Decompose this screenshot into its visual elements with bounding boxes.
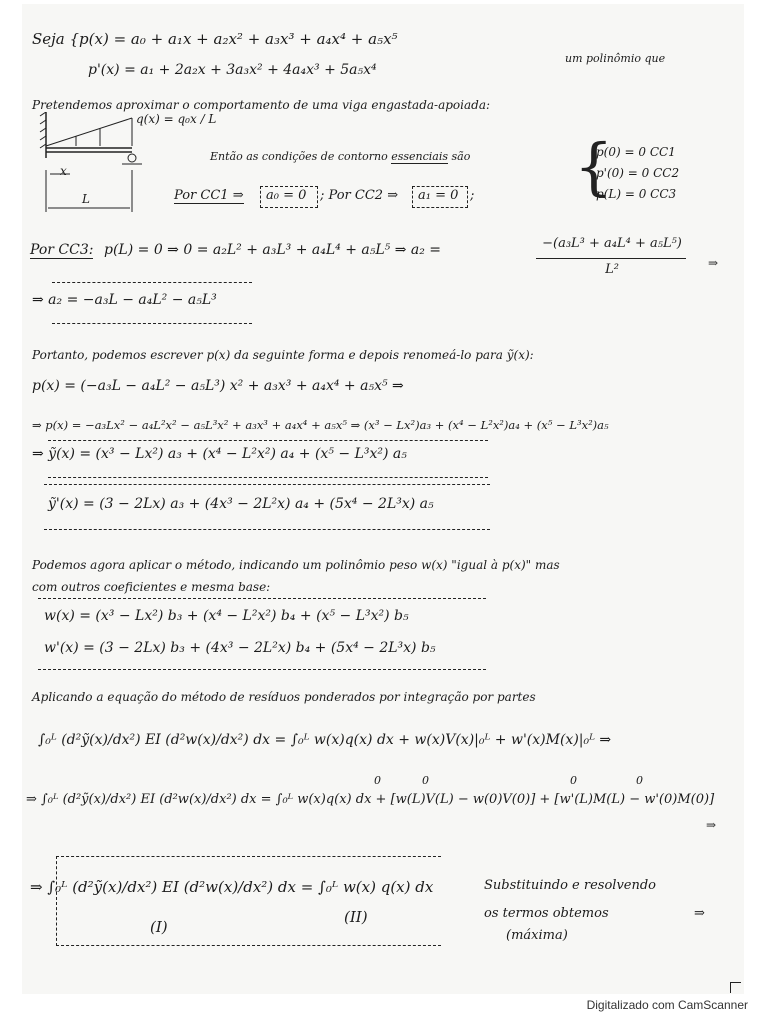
y-approx: ⇒ ỹ(x) = (x³ − Lx²) a₃ + (x⁴ − L²x²) a₄ + (x⁵ − L³x²) a₅ (32, 446, 407, 462)
length-label: L (82, 192, 90, 206)
integral-equation-2: ⇒ ∫₀ᴸ (d²ỹ(x)/dx²) EI (d²w(x)/dx²) dx = ∫₀ᴸ w(x)q(x) dx + [w(L)V(L) − w(0)V(0)] + [w'(L)M(L) − w'(0)M(0)] (26, 792, 715, 807)
a1-result: a₁ = 0 (418, 188, 459, 203)
px-expression-1: p(x) = (−a₃L − a₄L² − a₅L³) x² + a₃x³ + a₄x⁴ + a₅x⁵ ⇒ (32, 378, 404, 394)
cc3-condition: p(L) = 0 CC3 (596, 187, 677, 201)
y-derivative: ỹ'(x) = (3 − 2Lx) a₃ + (4x³ − 2L²x) a₄ + (5x⁴ − 2L³x) a₅ (48, 496, 434, 512)
scanner-footer: Digitalizado com CamScanner (586, 998, 748, 1012)
zero-mark-1: 0 (374, 774, 381, 787)
semicolon: ; (470, 188, 475, 203)
zero-mark-4: 0 (636, 774, 643, 787)
por-cc1-label: Por CC1 ⇒ (174, 188, 244, 203)
a2-result: ⇒ a₂ = −a₃L − a₄L² − a₅L³ (32, 292, 217, 308)
a2-denominator: L² (605, 262, 619, 277)
cc3-equation: p(L) = 0 ⇒ 0 = a₂L² + a₃L³ + a₄L⁴ + a₅L⁵ ⇒ a₂ = (104, 242, 442, 258)
implies-arrow-3: ⇒ (694, 906, 705, 921)
implies-arrow: ⇒ (708, 256, 719, 270)
portanto-text: Portanto, podemos escrever p(x) da seguinte forma e depois renomeá-lo para ỹ(x): (32, 348, 534, 362)
substituindo-text-1: Substituindo e resolvendo (484, 878, 657, 893)
poly-definition-suffix: um polinômio que (565, 52, 666, 65)
load-label: q(x) = q₀x / L (136, 112, 217, 126)
term-I-label: (I) (150, 918, 168, 936)
page-corner-mark (730, 982, 741, 993)
cc1-condition: p(0) = 0 CC1 (596, 145, 676, 159)
a0-result: a₀ = 0 (266, 188, 307, 203)
poly-definition: Seja {p(x) = a₀ + a₁x + a₂x² + a₃x³ + a₄x⁴ + a₅x⁵ (32, 30, 398, 48)
w-derivative: w'(x) = (3 − 2Lx) b₃ + (4x³ − 2L²x) b₄ + (5x⁴ − 2L³x) b₅ (44, 640, 436, 656)
integral-equation-1: ∫₀ᴸ (d²ỹ(x)/dx²) EI (d²w(x)/dx²) dx = ∫₀ᴸ w(x)q(x) dx + w(x)V(x)|₀ᴸ + w'(x)M(x)|₀ᴸ ⇒ (38, 732, 612, 748)
zero-mark-3: 0 (570, 774, 577, 787)
podemos-text-2: com outros coeficientes e mesma base: (32, 580, 271, 594)
x-label: x (60, 164, 67, 178)
poly-derivative: p'(x) = a₁ + 2a₂x + 3a₃x² + 4a₄x³ + 5a₅x⁴ (88, 62, 377, 78)
aplicando-text: Aplicando a equação do método de resíduos ponderados por integração por partes (32, 690, 536, 704)
por-cc2-label: ; Por CC2 ⇒ (320, 188, 399, 203)
conditions-intro: Então as condições de contorno essenciais são (210, 150, 471, 163)
implies-arrow-2: ⇒ (706, 818, 717, 832)
zero-mark-2: 0 (422, 774, 429, 787)
fraction-bar (536, 258, 686, 259)
por-cc3-label: Por CC3: (30, 242, 94, 258)
w-function: w(x) = (x³ − Lx²) b₃ + (x⁴ − L²x²) b₄ + (x⁵ − L³x²) b₅ (44, 608, 409, 624)
podemos-text-1: Podemos agora aplicar o método, indicando um polinômio peso w(x) "igual à p(x)" mas (32, 558, 560, 572)
a2-numerator: −(a₃L³ + a₄L⁴ + a₅L⁵) (542, 236, 682, 251)
integral-equation-3: ⇒ ∫₀ᴸ (d²ỹ(x)/dx²) EI (d²w(x)/dx²) dx = ∫₀ᴸ w(x) q(x) dx (30, 878, 434, 896)
beam-intro-text: Pretendemos aproximar o comportamento de uma viga engastada-apoiada: (32, 98, 491, 112)
substituindo-text-2: os termos obtemos (484, 906, 609, 921)
cc2-condition: p'(0) = 0 CC2 (596, 166, 680, 180)
px-expression-2: ⇒ p(x) = −a₃Lx² − a₄L²x² − a₅L³x² + a₃x³ + a₄x⁴ + a₅x⁵ ⇒ (x³ − Lx²)a₃ + (x⁴ − L²x²)a₄ + (x⁵ − L³x²)a₅ (32, 418, 609, 432)
beam-diagram (36, 112, 156, 222)
maxima-label: (máxima) (506, 928, 568, 943)
final-equation-box (56, 856, 441, 946)
term-II-label: (II) (344, 908, 368, 926)
conditions-brace: { (574, 130, 614, 203)
